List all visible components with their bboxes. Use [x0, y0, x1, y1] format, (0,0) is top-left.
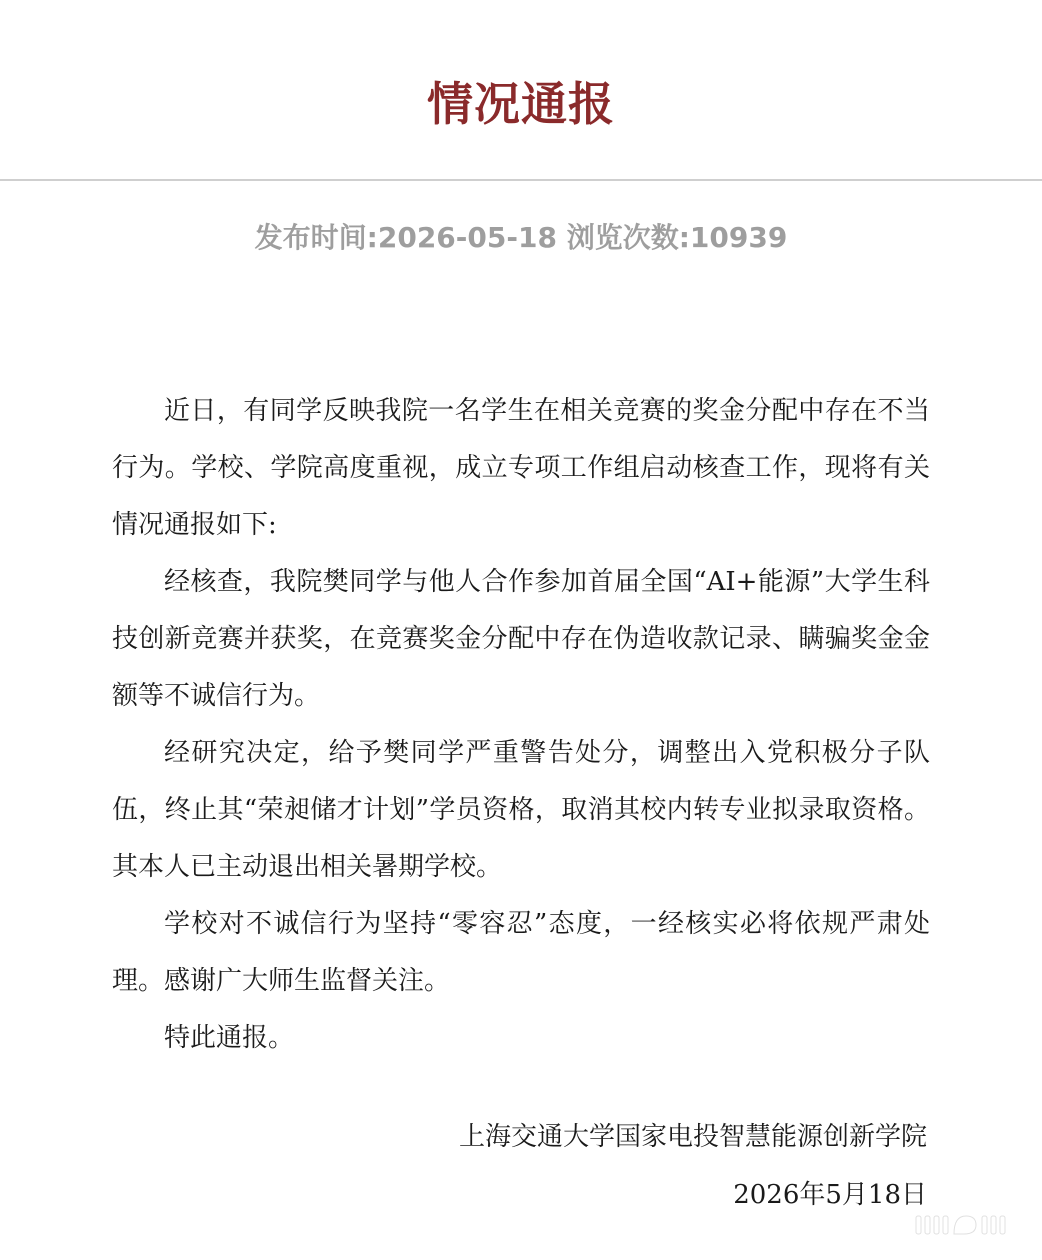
page-title: 情况通报 — [427, 77, 615, 131]
signature-organization: 上海交通大学国家电投智慧能源创新学院 — [458, 1122, 927, 1152]
signature-block — [459, 1108, 927, 1224]
paragraph-closing: 特此通报。 — [164, 1023, 295, 1053]
notice-body — [112, 383, 930, 1067]
watermark-logo — [914, 1212, 1014, 1238]
paragraph-intro: 近日，有同学反映我院一名学生在相关竞赛的奖金分配中存在不当行为。学校、学院高度重视，成立专项工作组启动核查工作，现将有关情况通报如下: — [112, 396, 930, 540]
paragraph-decision: 经研究决定，给予樊同学严重警告处分，调整出入党积极分子队伍，终止其“荣昶储才计划”学员资格，取消其校内转专业拟录取资格。其本人已主动退出相关暑期学校。 — [112, 738, 930, 882]
paragraph-policy: 学校对不诚信行为坚持“零容忍”态度，一经核实必将依规严肃处理。感谢广大师生监督关注。 — [112, 909, 930, 996]
signature-date: 2026年5月18日 — [733, 1180, 927, 1210]
paragraph-findings: 经核查，我院樊同学与他人合作参加首届全国“AI+能源”大学生科技创新竞赛并获奖，在竞赛奖金分配中存在伪造收款记录、瞒骗奖金金额等不诚信行为。 — [112, 567, 930, 711]
title-divider — [0, 179, 1042, 181]
publish-meta: 发布时间:2026-05-18 浏览次数:10939 — [254, 221, 788, 254]
